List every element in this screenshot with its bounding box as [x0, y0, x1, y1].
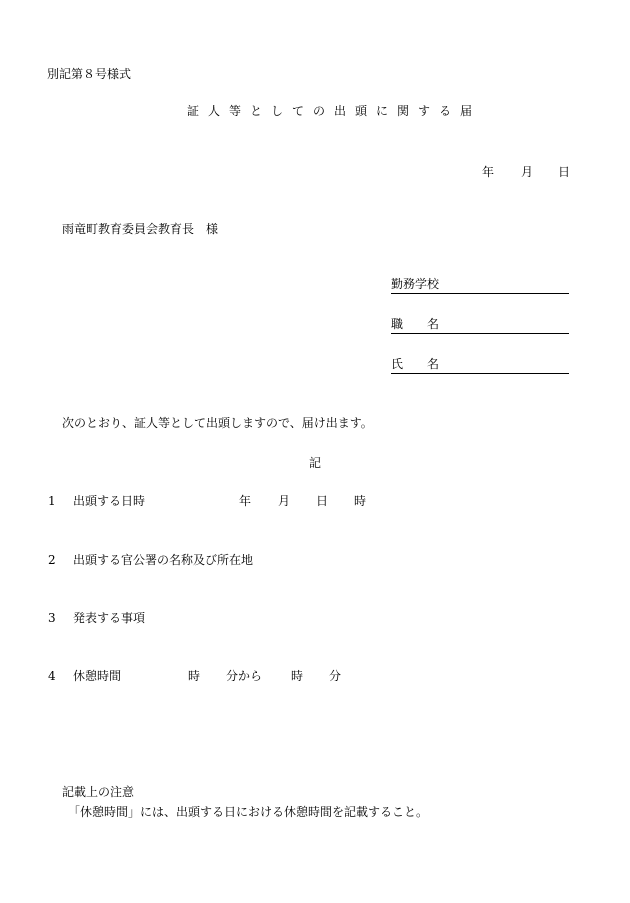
- item1-day: 日: [316, 494, 329, 508]
- item-break-time: [48, 669, 121, 683]
- addressee: 雨竜町教育委員会教育長 様: [62, 222, 219, 236]
- item-label: 休憩時間: [73, 669, 122, 683]
- document-title: 証人等としての出頭に関する届: [187, 104, 482, 118]
- item-number: 2: [48, 553, 56, 567]
- ki-heading: 記: [309, 456, 322, 470]
- notes-text: 「休憩時間」には、出頭する日における休憩時間を記載すること。: [68, 805, 429, 819]
- item-datetime: [48, 494, 145, 508]
- item-matters: [48, 611, 145, 625]
- item4-from-min: 分から: [226, 669, 263, 683]
- item1-hour: 時: [354, 494, 367, 508]
- item-label: 出頭する官公署の名称及び所在地: [73, 553, 254, 567]
- date-month: 月: [521, 165, 534, 179]
- item4-to-hour: 時: [291, 669, 304, 683]
- item-number: 4: [48, 669, 56, 683]
- item-number: 1: [48, 494, 56, 508]
- date-year: 年: [482, 165, 495, 179]
- item4-from-hour: 時: [188, 669, 201, 683]
- name-label: 氏名: [391, 357, 464, 371]
- position-field[interactable]: [391, 316, 569, 334]
- item-label: 発表する事項: [73, 611, 146, 625]
- item1-month: 月: [278, 494, 291, 508]
- item1-year: 年: [239, 494, 252, 508]
- position-label: 職名: [391, 317, 464, 331]
- school-field[interactable]: [391, 276, 569, 294]
- item-office: [48, 553, 253, 567]
- name-field[interactable]: [391, 356, 569, 374]
- item4-to-min: 分: [329, 669, 342, 683]
- school-label: 勤務学校: [391, 277, 440, 291]
- statement: 次のとおり、証人等として出頭しますので、届け出ます。: [62, 416, 373, 430]
- form-number: 別記第８号様式: [47, 67, 132, 81]
- item-label: 出頭する日時: [73, 494, 146, 508]
- notes-heading: 記載上の注意: [62, 785, 135, 799]
- date-day: 日: [558, 165, 571, 179]
- item-number: 3: [48, 611, 56, 625]
